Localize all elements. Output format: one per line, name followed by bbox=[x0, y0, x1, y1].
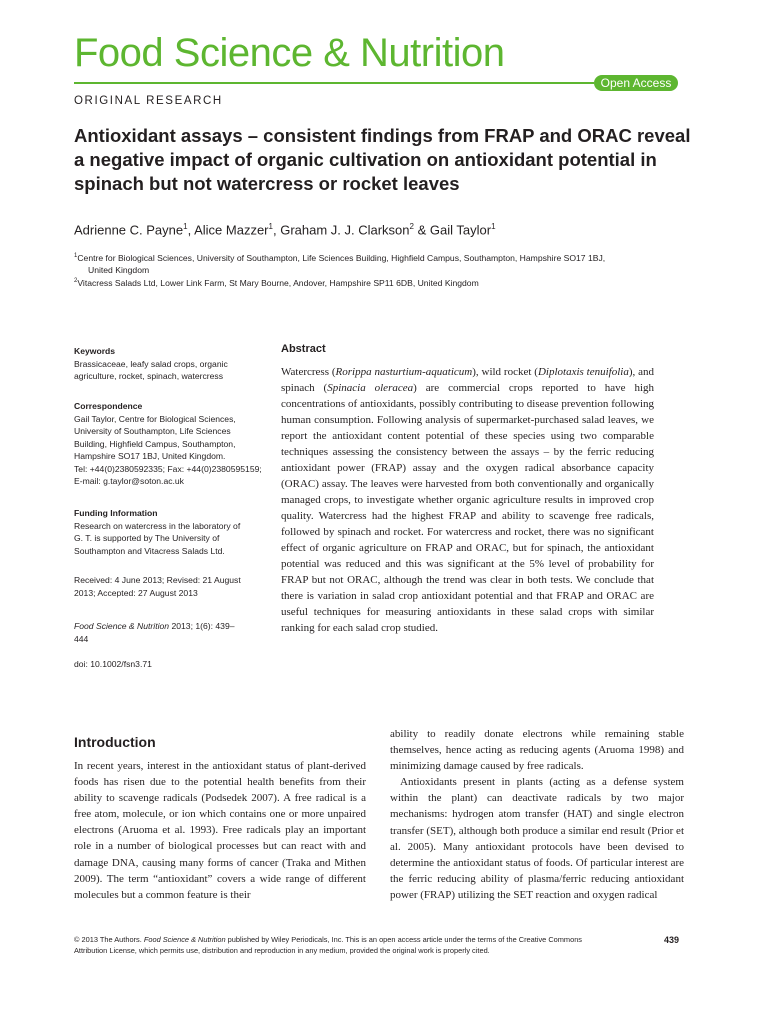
species-name: Rorippa nasturtium-aquaticum bbox=[335, 366, 473, 378]
paper-title: Antioxidant assays – consistent findings from FRAP and ORAC reveal a negative impact of organic cultivation on antioxidant potential in spinach but not watercress or rocket leaves bbox=[74, 125, 691, 194]
dates-block bbox=[74, 574, 269, 599]
author-separator: , bbox=[187, 222, 195, 238]
abstract-text-part: ), and spinach ( bbox=[281, 366, 654, 394]
journal-title: Food Science & Nutrition bbox=[74, 31, 505, 75]
body-paragraph: ability to readily donate electrons while remaining stable themselves, hence acting as reducing agents (Aruoma 1998) and minimizing damage caused by free radicals. bbox=[390, 728, 684, 773]
author-name: Adrienne C. Payne bbox=[74, 222, 184, 238]
funding-line: Research on watercress in the laboratory of bbox=[74, 520, 241, 531]
correspondence-block bbox=[74, 400, 269, 488]
correspondence-line: Hampshire SO17 1BJ, United Kingdom. bbox=[74, 451, 226, 461]
affiliation-text-cont: United Kingdom bbox=[88, 265, 150, 276]
open-access-badge: Open Access bbox=[594, 75, 678, 91]
dates-line: Received: 4 June 2013; Revised: 21 August bbox=[74, 575, 241, 585]
body-paragraph: In recent years, interest in the antioxidant status of plant-derived foods has risen due to the potential health benefits from their ability to scavenge radicals (Podsedek 2007). A free radical is a free atom, molecule, or ion which contains one or more unpaired electrons (Aruoma et al. 1993). Free radicals play an important role in a number of biological processes but can react with and damage DNA, causing many forms of cancer (Traka and Mithen 2009). The term “antioxidant” covers a wide range of different molecules but a common feature is their bbox=[74, 760, 366, 901]
keywords-line: Brassicaceae, leafy salad crops, organic bbox=[74, 358, 228, 369]
affiliation-1 bbox=[74, 250, 694, 277]
correspondence-heading: Correspondence bbox=[74, 401, 143, 411]
correspondence-line: Tel: +44(0)2380592335; Fax: +44(0)2380595159; bbox=[74, 463, 262, 474]
page-number: 439 bbox=[664, 935, 680, 945]
copyright-text: published by Wiley Periodicals, Inc. This is an open access article under the terms of the Creative Commons Attribution License, which permits use, distribution and reproduction in any medium, provided the original work is properly cited. bbox=[74, 935, 582, 955]
affiliation-sup: 1 bbox=[74, 253, 78, 259]
funding-heading: Funding Information bbox=[74, 508, 158, 518]
body-column-right bbox=[390, 726, 684, 903]
author-name: Alice Mazzer bbox=[194, 222, 269, 238]
author-affil-sup: 1 bbox=[491, 222, 496, 231]
abstract-text-part: ) are commercial crops reported to have high concentrations of antioxidants, possibly contributing to disease prevention following human consumption. Following analysis of supermarket-purchased salad leaves, we report the antioxidant content potential of these species using two comparable techniques assessing the consistency between the assays – by the ferric reducing antioxidant power (FRAP) assay and the oxygen radical absorbance capacity (ORAC) assay. The leaves were harvested from both conventionally and organically managed crops, to investigate whether organic agriculture results in improved crop quality. Watercress had the highest FRAP and ability to scavenge free radicals, followed by spinach and rocket. For watercress and rocket, there was no significant effect of organic agriculture on FRAP and ORAC, but for spinach, the antioxidant potential was reduced and this was significant at the 5% level of probability for FRAP but not ORAC, although the trend was clear in both tests. We conclude that there is variation in salad crop antioxidant potential and that FRAP and ORAC are useful techniques for measuring antioxidants in these salad crops with similar ranking for each salad crop studied. bbox=[281, 382, 655, 634]
copyright-note bbox=[74, 935, 594, 956]
copyright-journal: Food Science & Nutrition bbox=[143, 935, 226, 944]
abstract-heading: Abstract bbox=[281, 343, 326, 355]
affiliation-text: Centre for Biological Sciences, University of Southampton, Life Sciences Building, Highfield Campus, Southampton, Hampshire SO17 1BJ, bbox=[77, 252, 606, 263]
author-name: Graham J. J. Clarkson bbox=[280, 222, 410, 238]
introduction-heading: Introduction bbox=[74, 734, 156, 750]
affiliation-text: Vitacress Salads Ltd, Lower Link Farm, St Mary Bourne, Andover, Hampshire SP11 6DB, United Kingdom bbox=[77, 277, 479, 288]
keywords-block bbox=[74, 345, 269, 383]
affiliation-2 bbox=[74, 275, 694, 289]
abstract-text-part: ), wild rocket ( bbox=[472, 366, 538, 378]
author-separator: , bbox=[272, 222, 281, 238]
author-separator: & bbox=[413, 222, 430, 238]
species-name: Diplotaxis tenuifolia bbox=[537, 366, 629, 378]
funding-line: G. T. is supported by The University of bbox=[74, 533, 220, 543]
header-rule bbox=[74, 82, 594, 84]
keywords-heading: Keywords bbox=[74, 346, 116, 356]
section-label: ORIGINAL RESEARCH bbox=[74, 95, 223, 107]
author-list bbox=[74, 222, 496, 237]
body-column-left bbox=[74, 758, 366, 903]
affiliation-sup: 2 bbox=[74, 278, 78, 284]
keywords-line: agriculture, rocket, spinach, watercress bbox=[74, 371, 224, 381]
citation-details: 2013; 1(6): 439– bbox=[169, 621, 235, 631]
correspondence-email[interactable]: E-mail: g.taylor@soton.ac.uk bbox=[74, 476, 184, 486]
abstract-text bbox=[281, 364, 654, 636]
funding-line: Southampton and Vitacress Salads Ltd. bbox=[74, 545, 225, 556]
citation-pages-end: 444 bbox=[74, 633, 89, 644]
body-paragraph: Antioxidants present in plants (acting as a defense system within the plant) can deactivate radicals by two major mechanisms: hydrogen atom transfer (HAT) and single electron transfer (SET), although both produce a similar end result (Prior et al. 2005). Many antioxidant protocols have been devised to determine the antioxidant status of foods. Of particular interest are the ferric reducing ability of plasma/ferric reducing antioxidant power (FRAP) utilizing the SET reaction and oxygen radical bbox=[390, 776, 684, 901]
author-affil-sup: 1 bbox=[183, 222, 188, 231]
species-name: Spinacia oleracea bbox=[327, 382, 414, 394]
dates-line: 2013; Accepted: 27 August 2013 bbox=[74, 587, 198, 598]
author-affil-sup: 2 bbox=[409, 222, 414, 231]
author-name: Gail Taylor bbox=[429, 222, 492, 238]
citation-journal: Food Science & Nutrition bbox=[74, 621, 170, 631]
funding-block bbox=[74, 507, 269, 557]
correspondence-line: Gail Taylor, Centre for Biological Sciences, bbox=[74, 413, 236, 424]
correspondence-line: Building, Highfield Campus, Southampton, bbox=[74, 438, 236, 449]
citation-block bbox=[74, 620, 269, 645]
correspondence-line: University of Southampton, Life Sciences bbox=[74, 426, 231, 436]
author-affil-sup: 1 bbox=[268, 222, 273, 231]
copyright-text: © 2013 The Authors. bbox=[74, 935, 144, 944]
doi[interactable]: doi: 10.1002/fsn3.71 bbox=[74, 659, 152, 669]
abstract-text-part: Watercress ( bbox=[281, 366, 336, 378]
